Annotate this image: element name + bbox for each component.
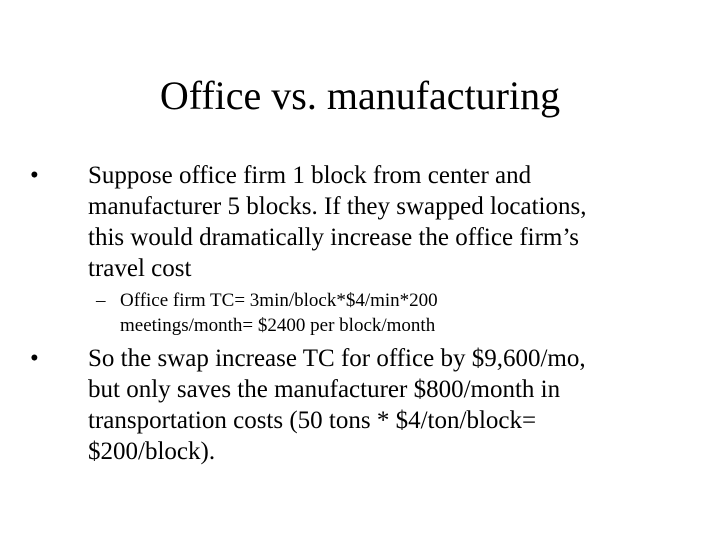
bullet-1-line-1: Suppose office firm 1 block from center and [88, 162, 532, 189]
bullet-2-line-3: transportation costs (50 tons * $4/ton/block= [88, 407, 537, 434]
sub-bullet-1-line-1: Office firm TC= 3min/block*$4/min*200 [120, 290, 438, 311]
sub-bullet-1-line-2: meetings/month= $2400 per block/month [120, 315, 436, 336]
bullet-2-line-1: So the swap increase TC for office by $9,600/mo, [88, 345, 586, 372]
bullet-1-line-2: manufacturer 5 blocks. If they swapped locations, [88, 193, 587, 220]
bullet-1-line-3: this would dramatically increase the office firm’s [88, 224, 580, 251]
bullet-marker: • [30, 345, 39, 372]
bullet-2-line-4: $200/block). [88, 438, 216, 465]
bullet-2-line-2: but only saves the manufacturer $800/month in [88, 376, 561, 403]
slide-title: Office vs. manufacturing [159, 73, 561, 118]
sub-bullet-marker: – [96, 290, 106, 311]
bullet-1-line-4: travel cost [88, 255, 192, 282]
bullet-marker: • [30, 162, 39, 189]
